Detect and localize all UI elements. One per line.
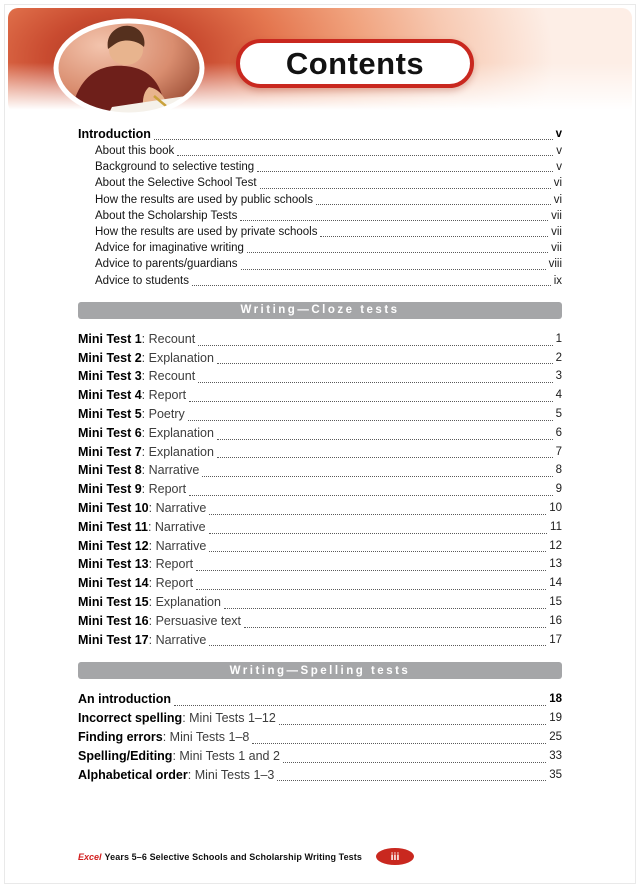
toc-entry-label: [78, 126, 151, 143]
dot-leader: [209, 645, 546, 646]
toc-page-number: 7: [555, 445, 562, 458]
toc-entry-subtitle: : Report: [141, 482, 187, 497]
toc-page-number: 25: [549, 730, 562, 743]
toc-entry: [78, 386, 562, 405]
toc-entry-subtitle: : Explanation: [141, 444, 214, 459]
dot-leader: [260, 188, 551, 189]
toc-entry-label: [95, 159, 254, 175]
dot-leader: [209, 551, 546, 552]
dot-leader: [244, 627, 546, 628]
toc-entry-label: [78, 349, 214, 368]
toc-entry: [78, 256, 562, 272]
toc-entry: [78, 631, 562, 650]
toc-entry-subtitle: : Poetry: [141, 407, 185, 422]
toc-page-number: vi: [553, 177, 562, 190]
toc-entry-label: [78, 405, 185, 424]
toc-entry: [78, 224, 562, 240]
toc-entry-label: [95, 240, 244, 256]
dot-leader: [283, 762, 546, 763]
toc-entry-subtitle: : Persuasive text: [148, 613, 242, 628]
section-banner-label: Writing—Cloze tests: [240, 304, 400, 317]
toc-entry-subtitle: : Recount: [141, 369, 196, 384]
dot-leader: [217, 363, 553, 364]
toc-page-number: 33: [549, 749, 562, 762]
dot-leader: [209, 533, 547, 534]
dot-leader: [189, 401, 552, 402]
toc-entry-label: [95, 273, 189, 289]
toc-entry-subtitle: : Report: [148, 576, 194, 591]
toc-entry-label: [95, 208, 237, 224]
table-of-contents: [78, 126, 562, 784]
section-banner: [78, 662, 562, 679]
toc-page-number: 15: [549, 595, 562, 608]
toc-entry-label: [78, 443, 214, 462]
dot-leader: [196, 589, 546, 590]
dot-leader: [198, 345, 552, 346]
toc-entry-label: [78, 728, 249, 747]
page-footer: [78, 848, 414, 865]
boy-writing-photo: [52, 17, 206, 119]
dot-leader: [252, 743, 546, 744]
dot-leader: [277, 780, 546, 781]
toc-page-number: 17: [549, 633, 562, 646]
toc-entry: [78, 330, 562, 349]
toc-page-number: v: [556, 161, 562, 174]
dot-leader: [279, 724, 546, 725]
toc-entry-subtitle: : Mini Tests 1 and 2: [172, 748, 280, 763]
toc-entry: [78, 574, 562, 593]
toc-entry: [78, 690, 562, 709]
toc-entry-subtitle: : Mini Tests 1–12: [182, 711, 276, 726]
toc-entry-subtitle: About this book: [95, 145, 175, 157]
toc-entry-label: [78, 555, 193, 574]
toc-page-number: vii: [551, 209, 562, 222]
toc-entry: [78, 537, 562, 556]
toc-entry: [78, 728, 562, 747]
toc-page-number: 18: [549, 693, 562, 706]
toc-entry-title: Spelling/Editing: [78, 748, 173, 763]
toc-entry: [78, 709, 562, 728]
toc-entry: [78, 273, 562, 289]
toc-page-number: 8: [555, 464, 562, 477]
toc-entry-label: [78, 424, 214, 443]
introduction-section: [78, 126, 562, 289]
toc-entry-title: Mini Test 14: [78, 576, 149, 591]
toc-entry: [78, 159, 562, 175]
dot-leader: [202, 476, 552, 477]
dot-leader: [196, 570, 546, 571]
toc-entry-subtitle: How the results are used by public schools: [95, 193, 313, 206]
toc-entry-subtitle: : Narrative: [148, 501, 207, 515]
toc-entry-label: [95, 175, 257, 191]
toc-entry: [78, 175, 562, 191]
toc-entry-subtitle: Advice to students: [95, 274, 189, 287]
toc-entry-title: Mini Test 13: [78, 557, 149, 572]
toc-entry-title: Alphabetical order: [78, 767, 188, 782]
toc-entry-title: Mini Test 10: [78, 501, 149, 515]
toc-entry-subtitle: : Narrative: [148, 538, 207, 553]
toc-entry: [78, 367, 562, 386]
dot-leader: [224, 608, 546, 609]
toc-entry-label: [78, 330, 195, 349]
toc-entry-title: Mini Test 15: [78, 594, 149, 609]
toc-entry: [78, 747, 562, 766]
toc-page-number: 4: [555, 389, 562, 402]
toc-entry-title: Introduction: [78, 127, 151, 141]
dot-leader: [240, 220, 548, 221]
toc-entry-title: Mini Test 8: [78, 463, 142, 478]
toc-entry-label: [95, 143, 174, 159]
toc-entry-title: Finding errors: [78, 729, 163, 744]
toc-page-number: 16: [549, 614, 562, 627]
toc-entry-label: [78, 386, 186, 405]
toc-entry: [78, 499, 562, 518]
toc-entry: [78, 208, 562, 224]
dot-leader: [189, 495, 552, 496]
toc-entry-label: [78, 612, 241, 631]
dot-leader: [174, 705, 546, 706]
toc-page-number: 10: [549, 502, 562, 514]
toc-page-number: 11: [550, 520, 562, 533]
toc-entry-title: Mini Test 16: [78, 613, 149, 628]
toc-entry: [78, 240, 562, 256]
toc-entry: [78, 143, 562, 159]
toc-entry-label: [95, 192, 313, 208]
toc-entry-label: [78, 690, 171, 709]
toc-entry-label: [78, 367, 195, 386]
toc-page-number: vii: [551, 226, 562, 239]
toc-entry: [78, 424, 562, 443]
toc-entry: [78, 126, 562, 143]
toc-entry: [78, 480, 562, 499]
dot-leader: [247, 252, 548, 253]
toc-entry: [78, 766, 562, 785]
toc-entry-title: Mini Test 12: [78, 538, 149, 553]
toc-entry-subtitle: : Report: [148, 557, 194, 572]
page-number-badge: iii: [376, 848, 414, 865]
dot-leader: [217, 457, 553, 458]
toc-entry: [78, 405, 562, 424]
toc-entry: [78, 349, 562, 368]
series-title: Years 5–6 Selective Schools and Scholarship Writing Tests: [104, 851, 362, 862]
header-band: [8, 8, 632, 113]
toc-entry-label: [78, 574, 193, 593]
toc-entry-title: Mini Test 2: [78, 350, 142, 365]
section-banner-label: Writing—Spelling tests: [229, 664, 411, 677]
toc-entry-label: [95, 256, 238, 272]
toc-entry-title: Mini Test 7: [78, 444, 142, 459]
toc-entry-label: [78, 709, 276, 728]
toc-entry-title: Incorrect spelling: [78, 711, 183, 726]
toc-entry-title: Mini Test 4: [78, 388, 142, 403]
toc-entry-title: Mini Test 9: [78, 482, 142, 497]
page-title: [236, 39, 474, 88]
toc-sections: [78, 302, 562, 785]
toc-page-number: v: [555, 128, 562, 140]
toc-entry-subtitle: : Mini Tests 1–8: [162, 729, 250, 744]
toc-entry-label: [78, 461, 199, 480]
dot-leader: [241, 269, 546, 270]
toc-entry-subtitle: About the Scholarship Tests: [95, 209, 238, 222]
toc-entry-title: Mini Test 11: [78, 519, 148, 534]
dot-leader: [198, 382, 552, 383]
dot-leader: [316, 204, 551, 205]
toc-entry-label: [78, 537, 206, 556]
toc-entry-subtitle: : Explanation: [141, 425, 214, 440]
toc-entry-label: [78, 518, 206, 537]
toc-entry: [78, 192, 562, 208]
dot-leader: [320, 236, 548, 237]
toc-entry-subtitle: Advice for imaginative writing: [95, 242, 244, 255]
dot-leader: [188, 420, 553, 421]
toc-page-number: ix: [553, 274, 562, 287]
toc-entry-subtitle: : Recount: [141, 331, 196, 346]
toc-page-number: 14: [549, 577, 562, 590]
toc-entry-label: [95, 224, 317, 240]
toc-entry-title: Mini Test 6: [78, 425, 142, 440]
toc-entry: [78, 555, 562, 574]
toc-page-number: 3: [555, 370, 562, 383]
toc-entry-title: Mini Test 5: [78, 407, 142, 422]
dot-leader: [209, 514, 546, 515]
toc-entry-subtitle: : Mini Tests 1–3: [187, 767, 275, 782]
toc-entry-subtitle: : Explanation: [141, 350, 214, 365]
toc-entry-subtitle: Background to selective testing: [95, 161, 255, 174]
toc-entry-label: [78, 766, 274, 785]
boy-writing-illustration: [52, 17, 206, 119]
toc-entry: [78, 461, 562, 480]
toc-entry-subtitle: : Narrative: [147, 519, 206, 534]
dot-leader: [217, 439, 553, 440]
dot-leader: [257, 171, 553, 172]
toc-entry-subtitle: : Narrative: [148, 632, 207, 647]
toc-page-number: 2: [555, 351, 562, 364]
toc-entry-label: [78, 499, 206, 518]
toc-entry-label: [78, 593, 221, 612]
toc-page-number: vi: [553, 193, 562, 206]
brand-name: Excel: [78, 851, 102, 862]
toc-entry-title: An introduction: [78, 692, 172, 707]
toc-page-number: 19: [549, 712, 562, 725]
toc-entry: [78, 593, 562, 612]
toc-entry-label: [78, 747, 280, 766]
toc-entry: [78, 612, 562, 631]
toc-page-number: 12: [549, 539, 562, 552]
dot-leader: [177, 155, 553, 156]
toc-entry-label: [78, 480, 186, 499]
toc-entry-subtitle: : Explanation: [148, 594, 221, 609]
toc-entry: [78, 443, 562, 462]
toc-page-number: 9: [555, 483, 562, 496]
toc-entry-subtitle: : Report: [141, 388, 187, 403]
toc-entry-title: Mini Test 3: [78, 369, 142, 384]
toc-page-number: 6: [555, 426, 562, 439]
toc-entry-subtitle: : Narrative: [141, 463, 200, 478]
toc-entry-subtitle: Advice to parents/guardians: [95, 258, 238, 271]
toc-entry: [78, 518, 562, 537]
toc-page-number: 1: [555, 332, 562, 345]
toc-page-number: 13: [549, 558, 562, 571]
toc-entry-subtitle: About the Selective School Test: [95, 177, 257, 190]
dot-leader: [154, 139, 553, 140]
toc-page-number: vii: [551, 242, 562, 255]
toc-page-number: viii: [548, 258, 562, 271]
toc-page-number: v: [556, 145, 562, 157]
toc-page-number: 35: [549, 768, 562, 781]
toc-entry-title: Mini Test 1: [78, 331, 142, 346]
section-banner: [78, 302, 562, 319]
toc-entry-label: [78, 631, 206, 650]
toc-entry-subtitle: How the results are used by private schools: [95, 226, 318, 239]
dot-leader: [192, 285, 551, 286]
toc-page-number: 5: [555, 408, 562, 421]
page-title-text: Contents: [285, 45, 425, 81]
toc-entry-title: Mini Test 17: [78, 632, 149, 647]
